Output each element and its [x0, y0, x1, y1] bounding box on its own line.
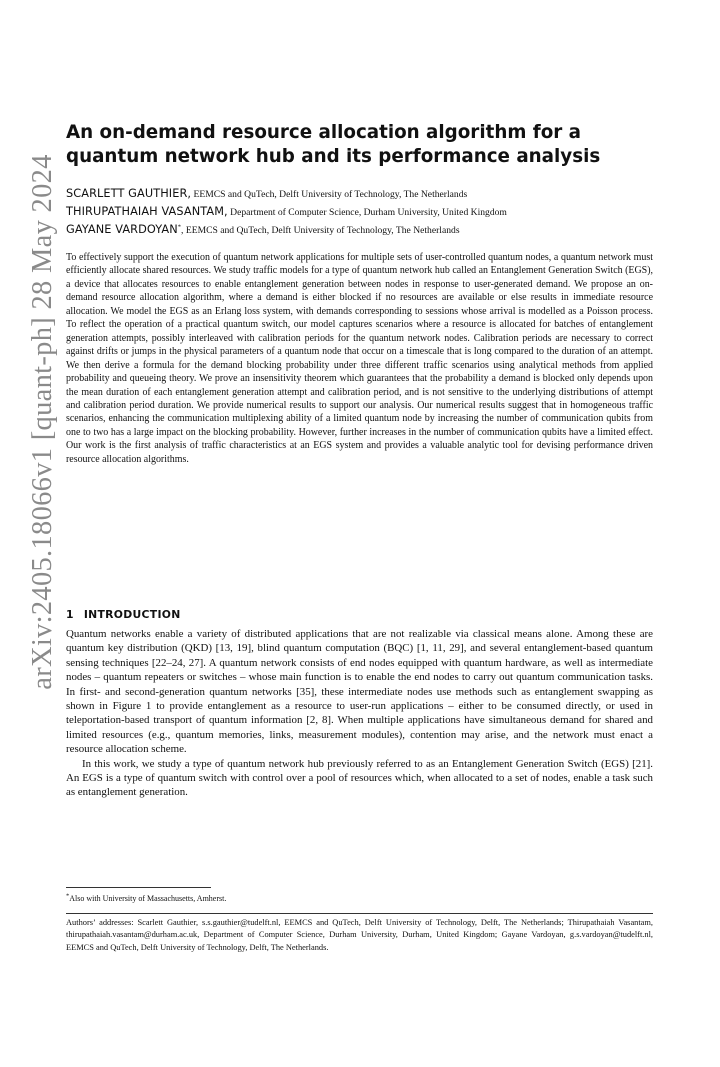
author-name: SCARLETT GAUTHIER,: [66, 187, 192, 200]
addresses-divider: [66, 913, 653, 914]
arxiv-identifier-stamp: [18, 154, 68, 690]
author-entry: [66, 221, 666, 239]
paragraph: In this work, we study a type of quantum network hub previously referred to as an Entanglement Generation Switch (EGS) [21]. An EGS is a type of quantum switch with control over a pool of resources which, when allocated to a set of nodes, enable a task such as entanglement generation.: [66, 757, 653, 799]
paragraph: Quantum networks enable a variety of distributed applications that are not realizable via classical means alone. Among these are quantum key distribution (QKD) [13, 19], blind quantum computation (BQC) [1, 11, 29], and several entanglement-based quantum sensing techniques [22–24, 27]. A quantum network consists of end nodes equipped with quantum hardware, as well as intermediate nodes – quantum repeaters or switches – whose main function is to enable the end nodes to carry out quantum communication tasks. In first- and second-generation quantum networks [35], these intermediate nodes use methods such as entanglement swapping as shown in Figure 1 to provide entanglement as a resource to user-run applications – either to be consumed directly, or used in teleportation-based transport of quantum information [2, 8]. When multiple applications have simultaneous demand for shared and limited resources (e.g., quantum memories, links, measurement modules), contention may arise, and the network must enact a resource allocation scheme.: [66, 628, 653, 756]
author-affiliation: EEMCS and QuTech, Delft University of Technology, The Netherlands: [191, 189, 468, 200]
section-heading: [66, 608, 181, 621]
section-title: INTRODUCTION: [83, 608, 181, 621]
footnote-mark: *: [66, 892, 70, 900]
section-number: 1: [66, 608, 74, 621]
footnote-text: Also with University of Massachusetts, Amherst.: [69, 894, 227, 903]
introduction-body: [66, 627, 653, 800]
author-entry: [66, 203, 666, 221]
arxiv-identifier-text: arXiv:2405.18066v1 [quant-ph] 28 May 2024: [27, 154, 58, 690]
author-name: GAYANE VARDOYAN: [66, 223, 178, 236]
author-name: THIRUPATHAIAH VASANTAM,: [66, 205, 228, 218]
abstract: To effectively support the execution of quantum network applications for multiple sets of user-controlled quantum nodes, a quantum network must efficiently allocate shared resources. We study traffic models for a type of quantum network hub called an Entanglement Generation Switch (EGS), a device that allocates resources to enable entanglement generation between nodes in response to user-generated demand. We propose an on-demand resource allocation algorithm, where a demand is either blocked if no resources are available or else results in immediate resource allocation. We model the EGS as an Erlang loss system, with demands corresponding to sessions whose arrival is modelled as a Poisson process. To reflect the operation of a practical quantum switch, our model captures scenarios where a resource is allocated for batches of entanglement generation attempts, possibly interleaved with calibration periods for the quantum network nodes. Calibration periods are necessary to correct against drifts or jumps in the physical parameters of a quantum node that occur on a timescale that is long compared to the duration of an attempt. We then derive a formula for the demand blocking probability under three different traffic scenarios using analytical methods from applied probability and queueing theory. We prove an insensitivity theorem which guarantees that the probability a demand is blocked only depends upon the mean duration of each entanglement generation attempt and calibration period, and is not sensitive to the underlying distributions of attempt and calibration period duration. We provide numerical results to support our analysis. Our numerical results suggest that in homogeneous traffic scenarios, enhancing the communication multiplexing ability of a limited quantum node by increasing the number of communication qubits from one to two has a large impact on the blocking probability. However, further increases in the number of communication qubits have a limited effect. Our work is the first analysis of traffic characteristics at an EGS system and provides a valuable analytic tool for devising performance driven resource allocation algorithms.: [66, 252, 653, 465]
author-affiliation: Department of Computer Science, Durham University, United Kingdom: [227, 207, 507, 218]
footnote: [66, 893, 653, 904]
author-entry: [66, 185, 666, 203]
footnote-divider: [66, 887, 211, 888]
author-list: [66, 185, 666, 239]
author-addresses: Authors’ addresses: Scarlett Gauthier, s.s.gauthier@tudelft.nl, EEMCS and QuTech, Delft University of Technology, Delft, The Netherlands; Thirupathaiah Vasantam, thirupathaiah.vasantam@durham.ac.uk, Department of Computer Science, Durham University, Durham, United Kingdom; Gayane Vardoyan, g.s.vardoyan@tudelft.nl, EEMCS and QuTech, Delft University of Technology, Delft, The Netherlands.: [66, 918, 653, 952]
paper-title: An on-demand resource allocation algorithm for a quantum network hub and its performance analysis: [66, 122, 601, 167]
author-footnote-mark: *: [177, 223, 182, 231]
author-affiliation: , EEMCS and QuTech, Delft University of Technology, The Netherlands: [181, 225, 460, 236]
